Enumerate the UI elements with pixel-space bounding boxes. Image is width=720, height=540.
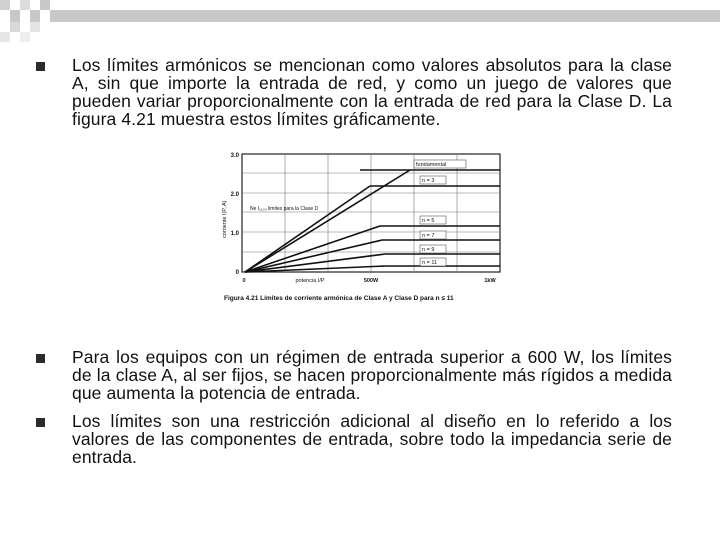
bullet-marker-2 [36,354,45,363]
bullet-marker-1 [36,62,45,71]
harmonic-limits-figure [220,148,520,308]
y-tick-2: 2.0 [230,192,239,198]
y-tick-1: 1.0 [230,231,239,237]
series-label-n9: n = 9 [422,247,435,253]
paragraph-3: Los límites son una restricción adicional al diseño en lo referido a los valores de las componentes de entrada, sobre todo la impedancia serie de entrada. [72,411,672,467]
series-label-fundamental: fundamental [416,162,447,168]
series-label-n7: n = 7 [422,233,435,239]
paragraph-1: Los límites armónicos se mencionan como valores absolutos para la clase A, sin que importe la entrada de red, y como un juego de valores que pueden variar proporcionalmente con la entrada de red para la Clase D. La figura 4.21 muestra estos límites gráficamente. [72,55,672,129]
x-tick-500: 500W [363,278,379,284]
x-tick-power: potencia I/P [295,278,325,284]
header-decoration [0,0,720,50]
y-tick-0: 0 [235,270,239,276]
series-label-n3: n = 3 [422,178,435,184]
y-axis-label: corriente I(P, A) [222,200,228,238]
figure-annotation: Ne I₁₁₀₀ limites para la Clase D [250,206,319,212]
y-tick-3: 3.0 [230,153,239,159]
x-tick-1k: 1kW [484,278,496,284]
x-tick-0: 0 [242,278,246,284]
bullet-marker-3 [36,418,45,427]
series-label-n11: n = 11 [422,260,438,266]
series-label-n5: n = 5 [422,218,435,224]
figure-caption: Figura 4.21 Límites de corriente armónica de Clase A y Clase D para n ≤ 11 [224,295,454,302]
paragraph-2: Para los equipos con un régimen de entrada superior a 600 W, los límites de la clase A, al ser fijos, se hacen proporcionalmente más rígidos a medida que aumenta la potencia de entrada. [72,347,672,403]
